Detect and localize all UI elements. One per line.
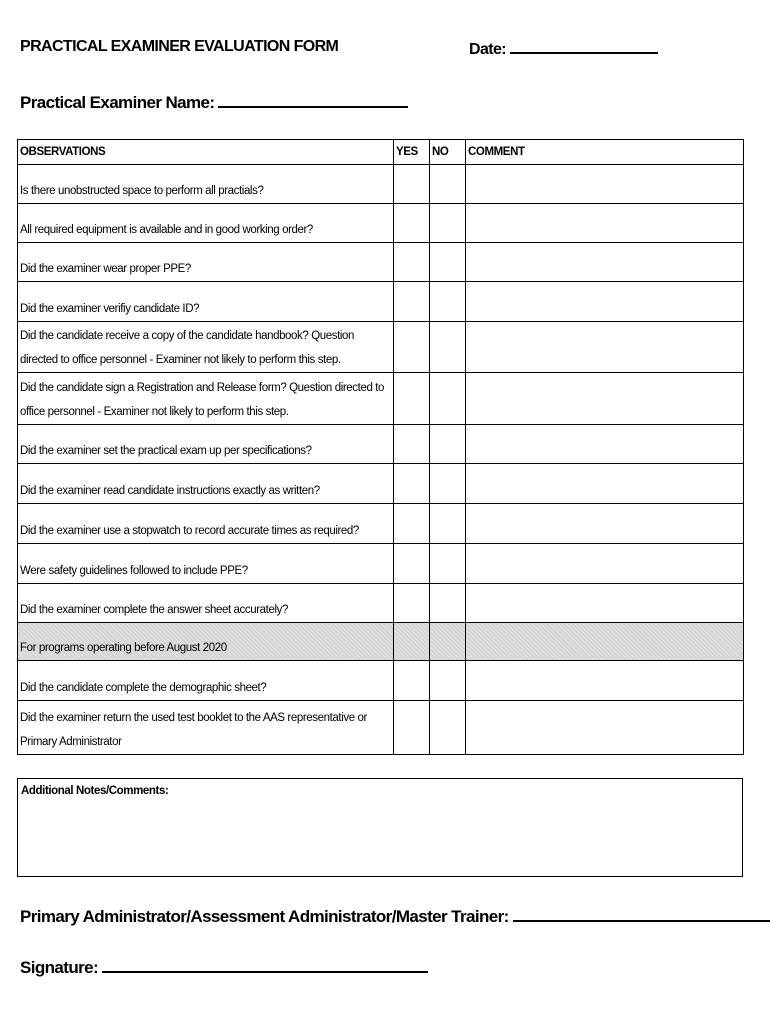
observations-table (17, 139, 744, 755)
no-checkbox-cell[interactable] (430, 373, 466, 425)
comment-cell[interactable] (466, 282, 744, 322)
yes-checkbox-cell[interactable] (394, 282, 430, 322)
table-row (18, 204, 744, 243)
observation-question: Did the candidate sign a Registration and Release form? Question directed to office personnel - Examiner not likely to perform this step. (18, 373, 394, 425)
yes-checkbox-cell[interactable] (394, 464, 430, 504)
comment-cell[interactable] (466, 504, 744, 544)
table-row (18, 464, 744, 504)
date-field (469, 38, 658, 59)
no-checkbox-cell[interactable] (430, 701, 466, 755)
yes-checkbox-cell[interactable] (394, 204, 430, 243)
observation-question: Did the examiner wear proper PPE? (18, 243, 394, 282)
comment-cell[interactable] (466, 544, 744, 584)
table-row (18, 701, 744, 755)
yes-checkbox-cell[interactable] (394, 584, 430, 623)
observation-question: Did the candidate receive a copy of the candidate handbook? Question directed to office personnel - Examiner not likely to perform this step. (18, 322, 394, 373)
additional-notes-box[interactable] (17, 778, 743, 877)
table-row (18, 373, 744, 425)
form-title: PRACTICAL EXAMINER EVALUATION FORM (20, 38, 339, 55)
table-row (18, 661, 744, 701)
table-row (18, 282, 744, 322)
table-row (18, 504, 744, 544)
yes-checkbox-cell[interactable] (394, 544, 430, 584)
no-checkbox-cell[interactable] (430, 464, 466, 504)
observation-question: For programs operating before August 2020 (18, 623, 394, 661)
comment-cell[interactable] (466, 464, 744, 504)
no-checkbox-cell[interactable] (430, 661, 466, 701)
examiner-name-label: Practical Examiner Name: (20, 93, 215, 112)
no-checkbox-cell[interactable] (430, 623, 466, 661)
administrator-label: Primary Administrator/Assessment Administrator/Master Trainer: (20, 907, 509, 926)
no-checkbox-cell[interactable] (430, 584, 466, 623)
examiner-name-field (20, 92, 408, 113)
yes-checkbox-cell[interactable] (394, 243, 430, 282)
no-checkbox-cell[interactable] (430, 204, 466, 243)
comment-cell[interactable] (466, 243, 744, 282)
no-checkbox-cell[interactable] (430, 165, 466, 204)
comment-cell[interactable] (466, 584, 744, 623)
examiner-name-blank-line[interactable] (218, 92, 408, 108)
observation-question: All required equipment is available and in good working order? (18, 204, 394, 243)
table-row (18, 425, 744, 464)
comment-cell[interactable] (466, 373, 744, 425)
table-row (18, 623, 744, 661)
table-row (18, 243, 744, 282)
additional-notes-label: Additional Notes/Comments: (21, 785, 169, 797)
observation-question: Did the examiner return the used test booklet to the AAS representative or Primary Administrator (18, 701, 394, 755)
yes-checkbox-cell[interactable] (394, 165, 430, 204)
yes-checkbox-cell[interactable] (394, 322, 430, 373)
comment-header: COMMENT (466, 140, 744, 165)
observation-question: Did the examiner read candidate instructions exactly as written? (18, 464, 394, 504)
table-row (18, 165, 744, 204)
observation-question: Did the candidate complete the demographic sheet? (18, 661, 394, 701)
observation-question: Did the examiner set the practical exam up per specifications? (18, 425, 394, 464)
comment-cell[interactable] (466, 701, 744, 755)
yes-checkbox-cell[interactable] (394, 623, 430, 661)
no-checkbox-cell[interactable] (430, 504, 466, 544)
observation-question: Did the examiner complete the answer sheet accurately? (18, 584, 394, 623)
observations-header: OBSERVATIONS (18, 140, 394, 165)
yes-checkbox-cell[interactable] (394, 425, 430, 464)
comment-cell[interactable] (466, 322, 744, 373)
administrator-field (20, 906, 770, 927)
table-header-row (18, 140, 744, 165)
table-row (18, 544, 744, 584)
no-checkbox-cell[interactable] (430, 425, 466, 464)
table-row (18, 322, 744, 373)
date-blank-line[interactable] (510, 38, 658, 54)
yes-checkbox-cell[interactable] (394, 373, 430, 425)
observation-question: Did the examiner use a stopwatch to record accurate times as required? (18, 504, 394, 544)
yes-checkbox-cell[interactable] (394, 701, 430, 755)
administrator-blank-line[interactable] (513, 906, 770, 922)
signature-blank-line[interactable] (102, 957, 428, 973)
comment-cell[interactable] (466, 661, 744, 701)
yes-checkbox-cell[interactable] (394, 504, 430, 544)
comment-cell[interactable] (466, 204, 744, 243)
no-checkbox-cell[interactable] (430, 544, 466, 584)
yes-header: YES (394, 140, 430, 165)
observation-question: Were safety guidelines followed to include PPE? (18, 544, 394, 584)
observation-question: Did the examiner verifiy candidate ID? (18, 282, 394, 322)
signature-field (20, 957, 428, 978)
yes-checkbox-cell[interactable] (394, 661, 430, 701)
no-checkbox-cell[interactable] (430, 282, 466, 322)
no-checkbox-cell[interactable] (430, 322, 466, 373)
signature-label: Signature: (20, 958, 99, 977)
observation-question: Is there unobstructed space to perform all practials? (18, 165, 394, 204)
no-header: NO (430, 140, 466, 165)
comment-cell[interactable] (466, 623, 744, 661)
no-checkbox-cell[interactable] (430, 243, 466, 282)
date-label: Date: (469, 41, 507, 58)
comment-cell[interactable] (466, 425, 744, 464)
comment-cell[interactable] (466, 165, 744, 204)
table-row (18, 584, 744, 623)
